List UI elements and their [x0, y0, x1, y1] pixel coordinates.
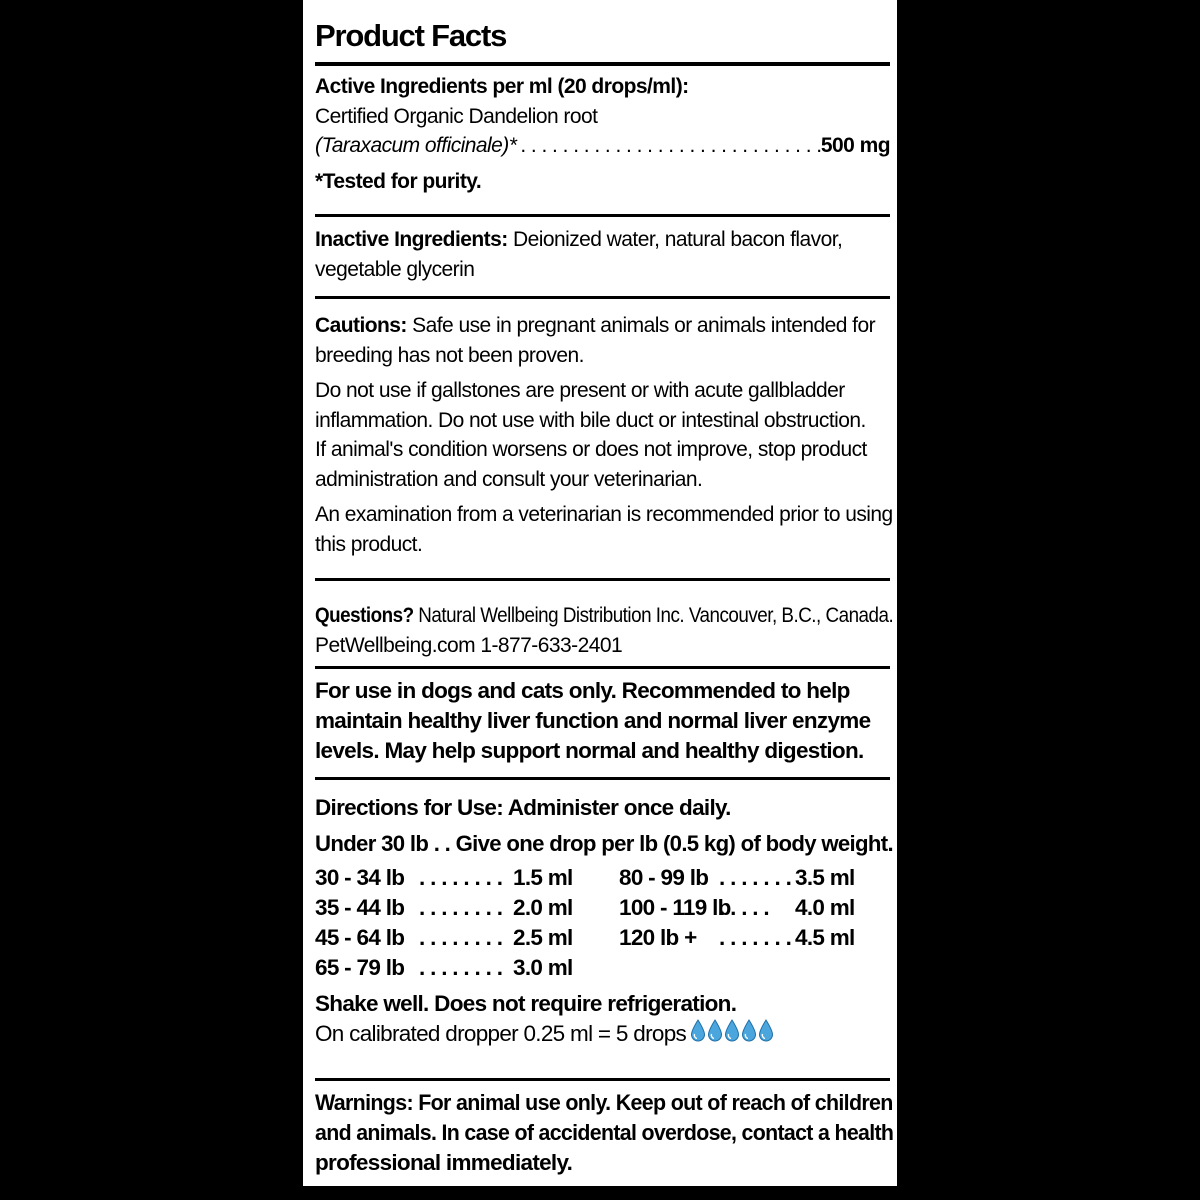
use-section [315, 676, 890, 766]
dose-weight: 120 lb + [619, 925, 697, 950]
dot-leader: . . . . . . . [719, 925, 792, 950]
active-ingredients-heading: Active Ingredients per ml (20 drops/ml): [315, 75, 689, 98]
divider [315, 777, 890, 780]
drops-row [690, 1019, 774, 1043]
divider [315, 666, 890, 669]
dropper-text: On calibrated dropper 0.25 ml = 5 drops [315, 1021, 687, 1046]
water-drop-icon [724, 1019, 740, 1043]
directions-section [315, 793, 893, 1049]
cautions-text: inflammation. Do not use with bile duct or intestinal obstruction. [315, 408, 866, 432]
dot-leader: . . . . . [719, 895, 769, 920]
dose-amount: 1.5 ml [513, 865, 573, 890]
directions-heading: Directions for Use: Administer once daily. [315, 795, 731, 820]
warnings-text: and animals. In case of accidental overdose, contact a health [315, 1120, 894, 1145]
company-address: Natural Wellbeing Distribution Inc. Vancouver, B.C., Canada. [413, 604, 894, 627]
use-text: For use in dogs and cats only. Recommended to help [315, 678, 850, 703]
contact-info: PetWellbeing.com 1-877-633-2401 [315, 633, 623, 657]
dot-leader: . . . . . . . . [419, 895, 503, 920]
warnings-text: For animal use only. Keep out of reach of children [412, 1090, 893, 1115]
warnings-section [315, 1088, 894, 1178]
dot-leader: . . . . . . . . [419, 925, 503, 950]
dot-leader [516, 131, 821, 161]
cautions-text: administration and consult your veterinarian. [315, 467, 703, 491]
dose-amount: 3.5 ml [795, 865, 855, 890]
water-drop-icon [741, 1019, 757, 1043]
under-30-dose: Under 30 lb . . Give one drop per lb (0.5 kg) of body weight. [315, 831, 893, 856]
dose-amount: 4.5 ml [795, 925, 855, 950]
ingredient-name: Certified Organic Dandelion root [315, 104, 598, 128]
dot-leader: . . . . . . . . [419, 865, 503, 890]
ingredient-amount: 500 mg [820, 134, 890, 157]
divider [315, 296, 890, 299]
page-title: Product Facts [315, 18, 507, 53]
water-drop-icon [690, 1019, 706, 1043]
cautions-text: Do not use if gallstones are present or with acute gallbladder [315, 379, 845, 402]
storage-note: Shake well. Does not require refrigeration. [315, 991, 737, 1016]
inactive-ingredients-text: vegetable glycerin [315, 257, 475, 281]
cautions-section [315, 311, 893, 559]
warnings-label: Warnings: [315, 1090, 413, 1115]
purity-footnote: *Tested for purity. [315, 169, 482, 193]
dose-amount: 2.0 ml [513, 895, 573, 920]
dose-weight: 65 - 79 lb [315, 955, 405, 980]
dose-weight: 45 - 64 lb [315, 925, 405, 950]
dot-leader: . . . . . . . [719, 865, 792, 890]
warnings-text: professional immediately. [315, 1150, 573, 1175]
dose-weight: 80 - 99 lb [619, 865, 709, 890]
dose-weight: 35 - 44 lb [315, 895, 405, 920]
water-drop-icon [707, 1019, 723, 1043]
inactive-ingredients-text: Deionized water, natural bacon flavor, [507, 228, 843, 251]
cautions-label: Cautions: [315, 314, 407, 337]
use-text: maintain healthy liver function and normal liver enzyme [315, 708, 871, 733]
divider [315, 62, 890, 66]
cautions-text: If animal's condition worsens or does not improve, stop product [315, 438, 867, 461]
divider [315, 1078, 890, 1081]
dose-amount: 2.5 ml [513, 925, 573, 950]
water-drop-icon [758, 1019, 774, 1043]
cautions-text: this product. [315, 532, 423, 556]
dose-amount: 3.0 ml [513, 955, 573, 980]
product-facts-panel [303, 0, 897, 1186]
questions-label: Questions? [315, 604, 414, 627]
dose-table [315, 865, 890, 985]
inactive-ingredients-section [315, 225, 890, 284]
ingredient-amount-row [315, 131, 890, 161]
dose-weight: 30 - 34 lb [315, 865, 405, 890]
cautions-text: Safe use in pregnant animals or animals intended for [406, 314, 876, 337]
ingredient-latin-name: (Taraxacum officinale)* [315, 134, 517, 157]
divider [315, 214, 890, 217]
dose-amount: 4.0 ml [795, 895, 855, 920]
use-text: levels. May help support normal and healthy digestion. [315, 738, 864, 763]
dot-leader: . . . . . . . . [419, 955, 503, 980]
cautions-text: An examination from a veterinarian is recommended prior to using [315, 503, 893, 526]
dropper-note [315, 1019, 890, 1049]
questions-section [315, 601, 894, 660]
divider [315, 578, 890, 581]
cautions-text: breeding has not been proven. [315, 343, 584, 367]
active-ingredients-section [315, 72, 890, 196]
dose-weight: 100 - 119 lb [619, 895, 731, 920]
inactive-ingredients-label: Inactive Ingredients: [315, 228, 508, 251]
